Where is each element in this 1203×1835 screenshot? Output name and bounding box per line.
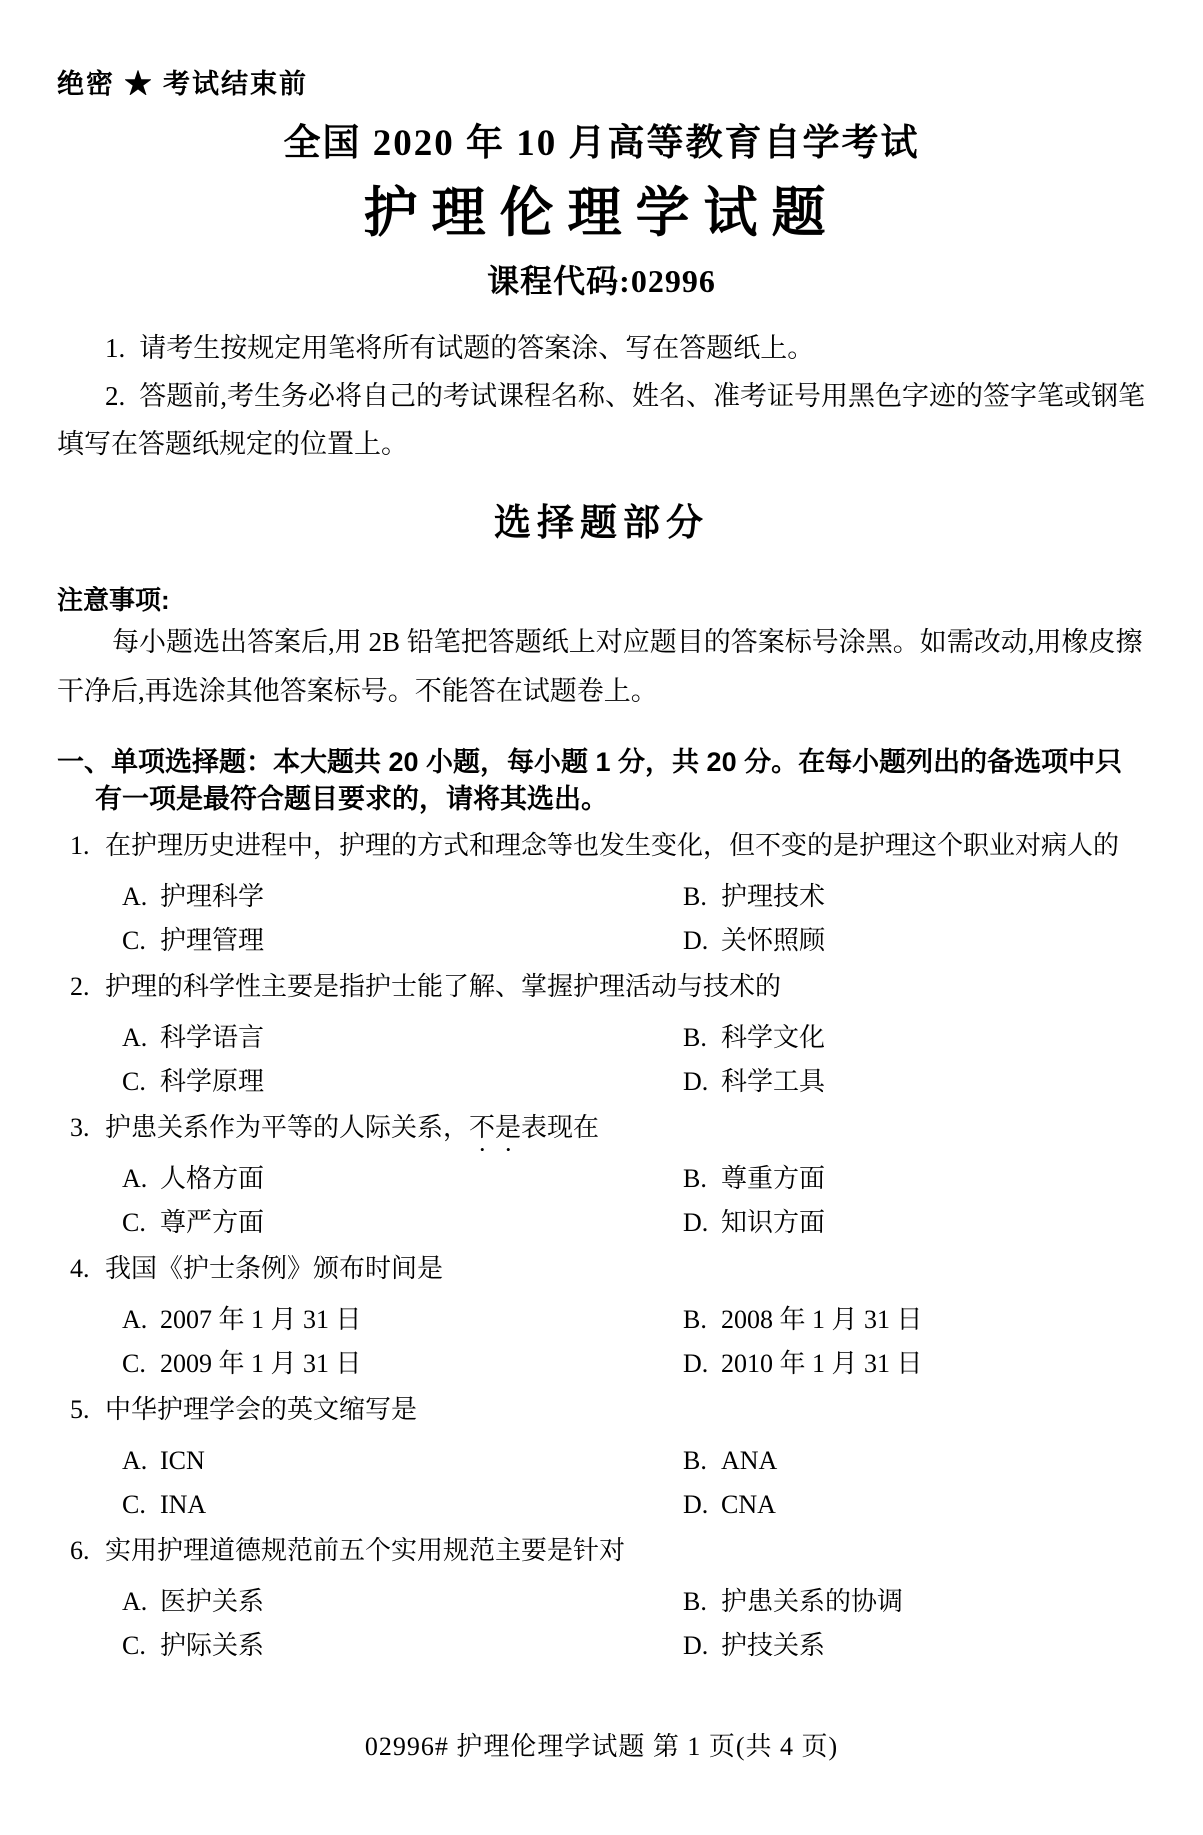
option-text: 2009 年 1 月 31 日 xyxy=(160,1349,362,1378)
option-text: 尊严方面 xyxy=(160,1208,265,1237)
question-text: 中华护理学会的英文缩写是 xyxy=(105,1395,418,1424)
option-a xyxy=(122,875,683,919)
option-d xyxy=(683,1342,1146,1386)
option-label: D. xyxy=(683,1349,709,1378)
question-number: 6. xyxy=(70,1536,90,1565)
option-text: 科学语言 xyxy=(160,1023,265,1052)
option-d xyxy=(683,1624,1146,1668)
question-text: 表现在 xyxy=(521,1113,600,1142)
option-label: D. xyxy=(683,926,709,955)
option-label: C. xyxy=(122,926,146,955)
option-text: 知识方面 xyxy=(721,1208,826,1237)
question-line xyxy=(57,824,1146,875)
single-choice-heading xyxy=(57,744,1146,818)
option-label: A. xyxy=(122,882,148,911)
option-text: 护理技术 xyxy=(721,882,826,911)
question-item-6 xyxy=(57,1529,1146,1668)
question-line xyxy=(57,1106,1146,1157)
option-label: A. xyxy=(122,1023,148,1052)
option-d xyxy=(683,1201,1146,1245)
option-label: D. xyxy=(683,1490,709,1519)
option-c xyxy=(122,1060,683,1104)
option-d xyxy=(683,919,1146,963)
option-text: ANA xyxy=(721,1446,778,1475)
question-text: 在护理历史进程中，护理的方式和理念等也发生变化，但不变的是护理这个职业对病人的 xyxy=(105,831,1120,860)
option-label: C. xyxy=(122,1349,146,1378)
option-label: B. xyxy=(683,1587,707,1616)
option-label: C. xyxy=(122,1631,146,1660)
question-item-5 xyxy=(57,1388,1146,1527)
option-label: C. xyxy=(122,1208,146,1237)
option-label: A. xyxy=(122,1446,148,1475)
instruction-number: 1. xyxy=(105,333,126,363)
option-label: D. xyxy=(683,1067,709,1096)
option-label: A. xyxy=(122,1587,148,1616)
option-label: B. xyxy=(683,1023,707,1052)
option-c xyxy=(122,1342,683,1386)
option-a xyxy=(122,1157,683,1201)
option-a xyxy=(122,1580,683,1624)
page-footer: 02996# 护理伦理学试题 第 1 页(共 4 页) xyxy=(364,1732,839,1761)
options-grid xyxy=(122,1580,1146,1668)
option-label: B. xyxy=(683,1164,707,1193)
heading-prefix: 一、 xyxy=(57,747,111,777)
option-b xyxy=(683,1157,1146,1201)
heading-text: 单项选择题：本大题共 20 小题，每小题 1 分，共 20 分。在每小题列出的备选项中只有一项是最符合题目要求的，请将其选出。 xyxy=(95,747,1123,814)
option-text: 科学文化 xyxy=(721,1023,826,1052)
exam-session-title: 全国 2020 年 10 月高等教育自学考试 xyxy=(283,123,920,164)
option-label: C. xyxy=(122,1490,146,1519)
question-number: 1. xyxy=(70,831,90,860)
choice-section-title: 选择题部分 xyxy=(494,503,709,544)
option-text: INA xyxy=(160,1490,207,1519)
option-c xyxy=(122,1201,683,1245)
option-text: 2010 年 1 月 31 日 xyxy=(721,1349,923,1378)
option-label: A. xyxy=(122,1305,148,1334)
option-text: ICN xyxy=(160,1446,205,1475)
option-a xyxy=(122,1016,683,1060)
question-text: 我国《护士条例》颁布时间是 xyxy=(105,1254,444,1283)
instruction-text: 请考生按规定用笔将所有试题的答案涂、写在答题纸上。 xyxy=(139,333,815,363)
notice-text: 每小题选出答案后,用 2B 铅笔把答题纸上对应题目的答案标号涂黑。如需改动,用橡皮擦干净后,再选涂其他答案标号。不能答在试题卷上。 xyxy=(57,627,1143,706)
option-text: 护技关系 xyxy=(721,1631,826,1660)
option-b xyxy=(683,875,1146,919)
options-grid xyxy=(122,1298,1146,1386)
general-instructions xyxy=(57,324,1146,468)
option-b xyxy=(683,1580,1146,1624)
option-b xyxy=(683,1298,1146,1342)
options-grid xyxy=(122,1439,1146,1527)
question-text: 护理的科学性主要是指护士能了解、掌握护理活动与技术的 xyxy=(105,972,782,1001)
options-grid xyxy=(122,1016,1146,1104)
question-item-4 xyxy=(57,1247,1146,1386)
option-text: CNA xyxy=(721,1490,776,1519)
option-text: 护患关系的协调 xyxy=(721,1587,904,1616)
question-text: 实用护理道德规范前五个实用规范主要是针对 xyxy=(105,1536,626,1565)
question-text: 护患关系作为平等的人际关系， xyxy=(105,1113,470,1142)
options-grid xyxy=(122,1157,1146,1245)
question-item-3 xyxy=(57,1106,1146,1245)
instruction-text: 答题前,考生务必将自己的考试课程名称、姓名、准考证号用黑色字迹的签字笔或钢笔填写在答题纸规定的位置上。 xyxy=(57,381,1145,459)
option-c xyxy=(122,919,683,963)
question-item-1 xyxy=(57,824,1146,963)
question-item-2 xyxy=(57,965,1146,1104)
option-c xyxy=(122,1483,683,1527)
question-line xyxy=(57,1388,1146,1439)
option-a xyxy=(122,1439,683,1483)
instruction-item-1 xyxy=(57,324,1146,372)
option-label: C. xyxy=(122,1067,146,1096)
option-text: 关怀照顾 xyxy=(721,926,826,955)
question-list xyxy=(57,822,1146,1668)
option-b xyxy=(683,1016,1146,1060)
option-text: 科学工具 xyxy=(721,1067,826,1096)
option-text: 护理管理 xyxy=(160,926,265,955)
option-c xyxy=(122,1624,683,1668)
option-text: 尊重方面 xyxy=(721,1164,826,1193)
option-label: B. xyxy=(683,1305,707,1334)
question-line xyxy=(57,1247,1146,1298)
options-grid xyxy=(122,875,1146,963)
option-text: 2008 年 1 月 31 日 xyxy=(721,1305,923,1334)
question-text-emphasis: 不是 xyxy=(469,1113,522,1142)
option-d xyxy=(683,1060,1146,1104)
question-number: 4. xyxy=(70,1254,90,1283)
question-line xyxy=(57,1529,1146,1580)
question-number: 3. xyxy=(70,1113,90,1142)
option-text: 医护关系 xyxy=(160,1587,265,1616)
option-a xyxy=(122,1298,683,1342)
notice-label: 注意事项: xyxy=(57,585,170,615)
option-text: 护际关系 xyxy=(160,1631,265,1660)
security-classification-label: 绝密 ★ 考试结束前 xyxy=(57,69,309,99)
question-number: 2. xyxy=(70,972,90,1001)
exam-title: 护理伦理学试题 xyxy=(363,183,840,243)
option-label: D. xyxy=(683,1631,709,1660)
option-label: B. xyxy=(683,882,707,911)
course-code: 课程代码:02996 xyxy=(487,263,716,299)
option-text: 护理科学 xyxy=(160,882,265,911)
question-line xyxy=(57,965,1146,1016)
option-text: 科学原理 xyxy=(160,1067,265,1096)
instruction-item-2 xyxy=(57,372,1146,468)
option-label: D. xyxy=(683,1208,709,1237)
option-text: 2007 年 1 月 31 日 xyxy=(160,1305,362,1334)
question-number: 5. xyxy=(70,1395,90,1424)
option-b xyxy=(683,1439,1146,1483)
option-label: B. xyxy=(683,1446,707,1475)
option-label: A. xyxy=(122,1164,148,1193)
instruction-number: 2. xyxy=(105,381,126,411)
option-text: 人格方面 xyxy=(160,1164,265,1193)
option-d xyxy=(683,1483,1146,1527)
